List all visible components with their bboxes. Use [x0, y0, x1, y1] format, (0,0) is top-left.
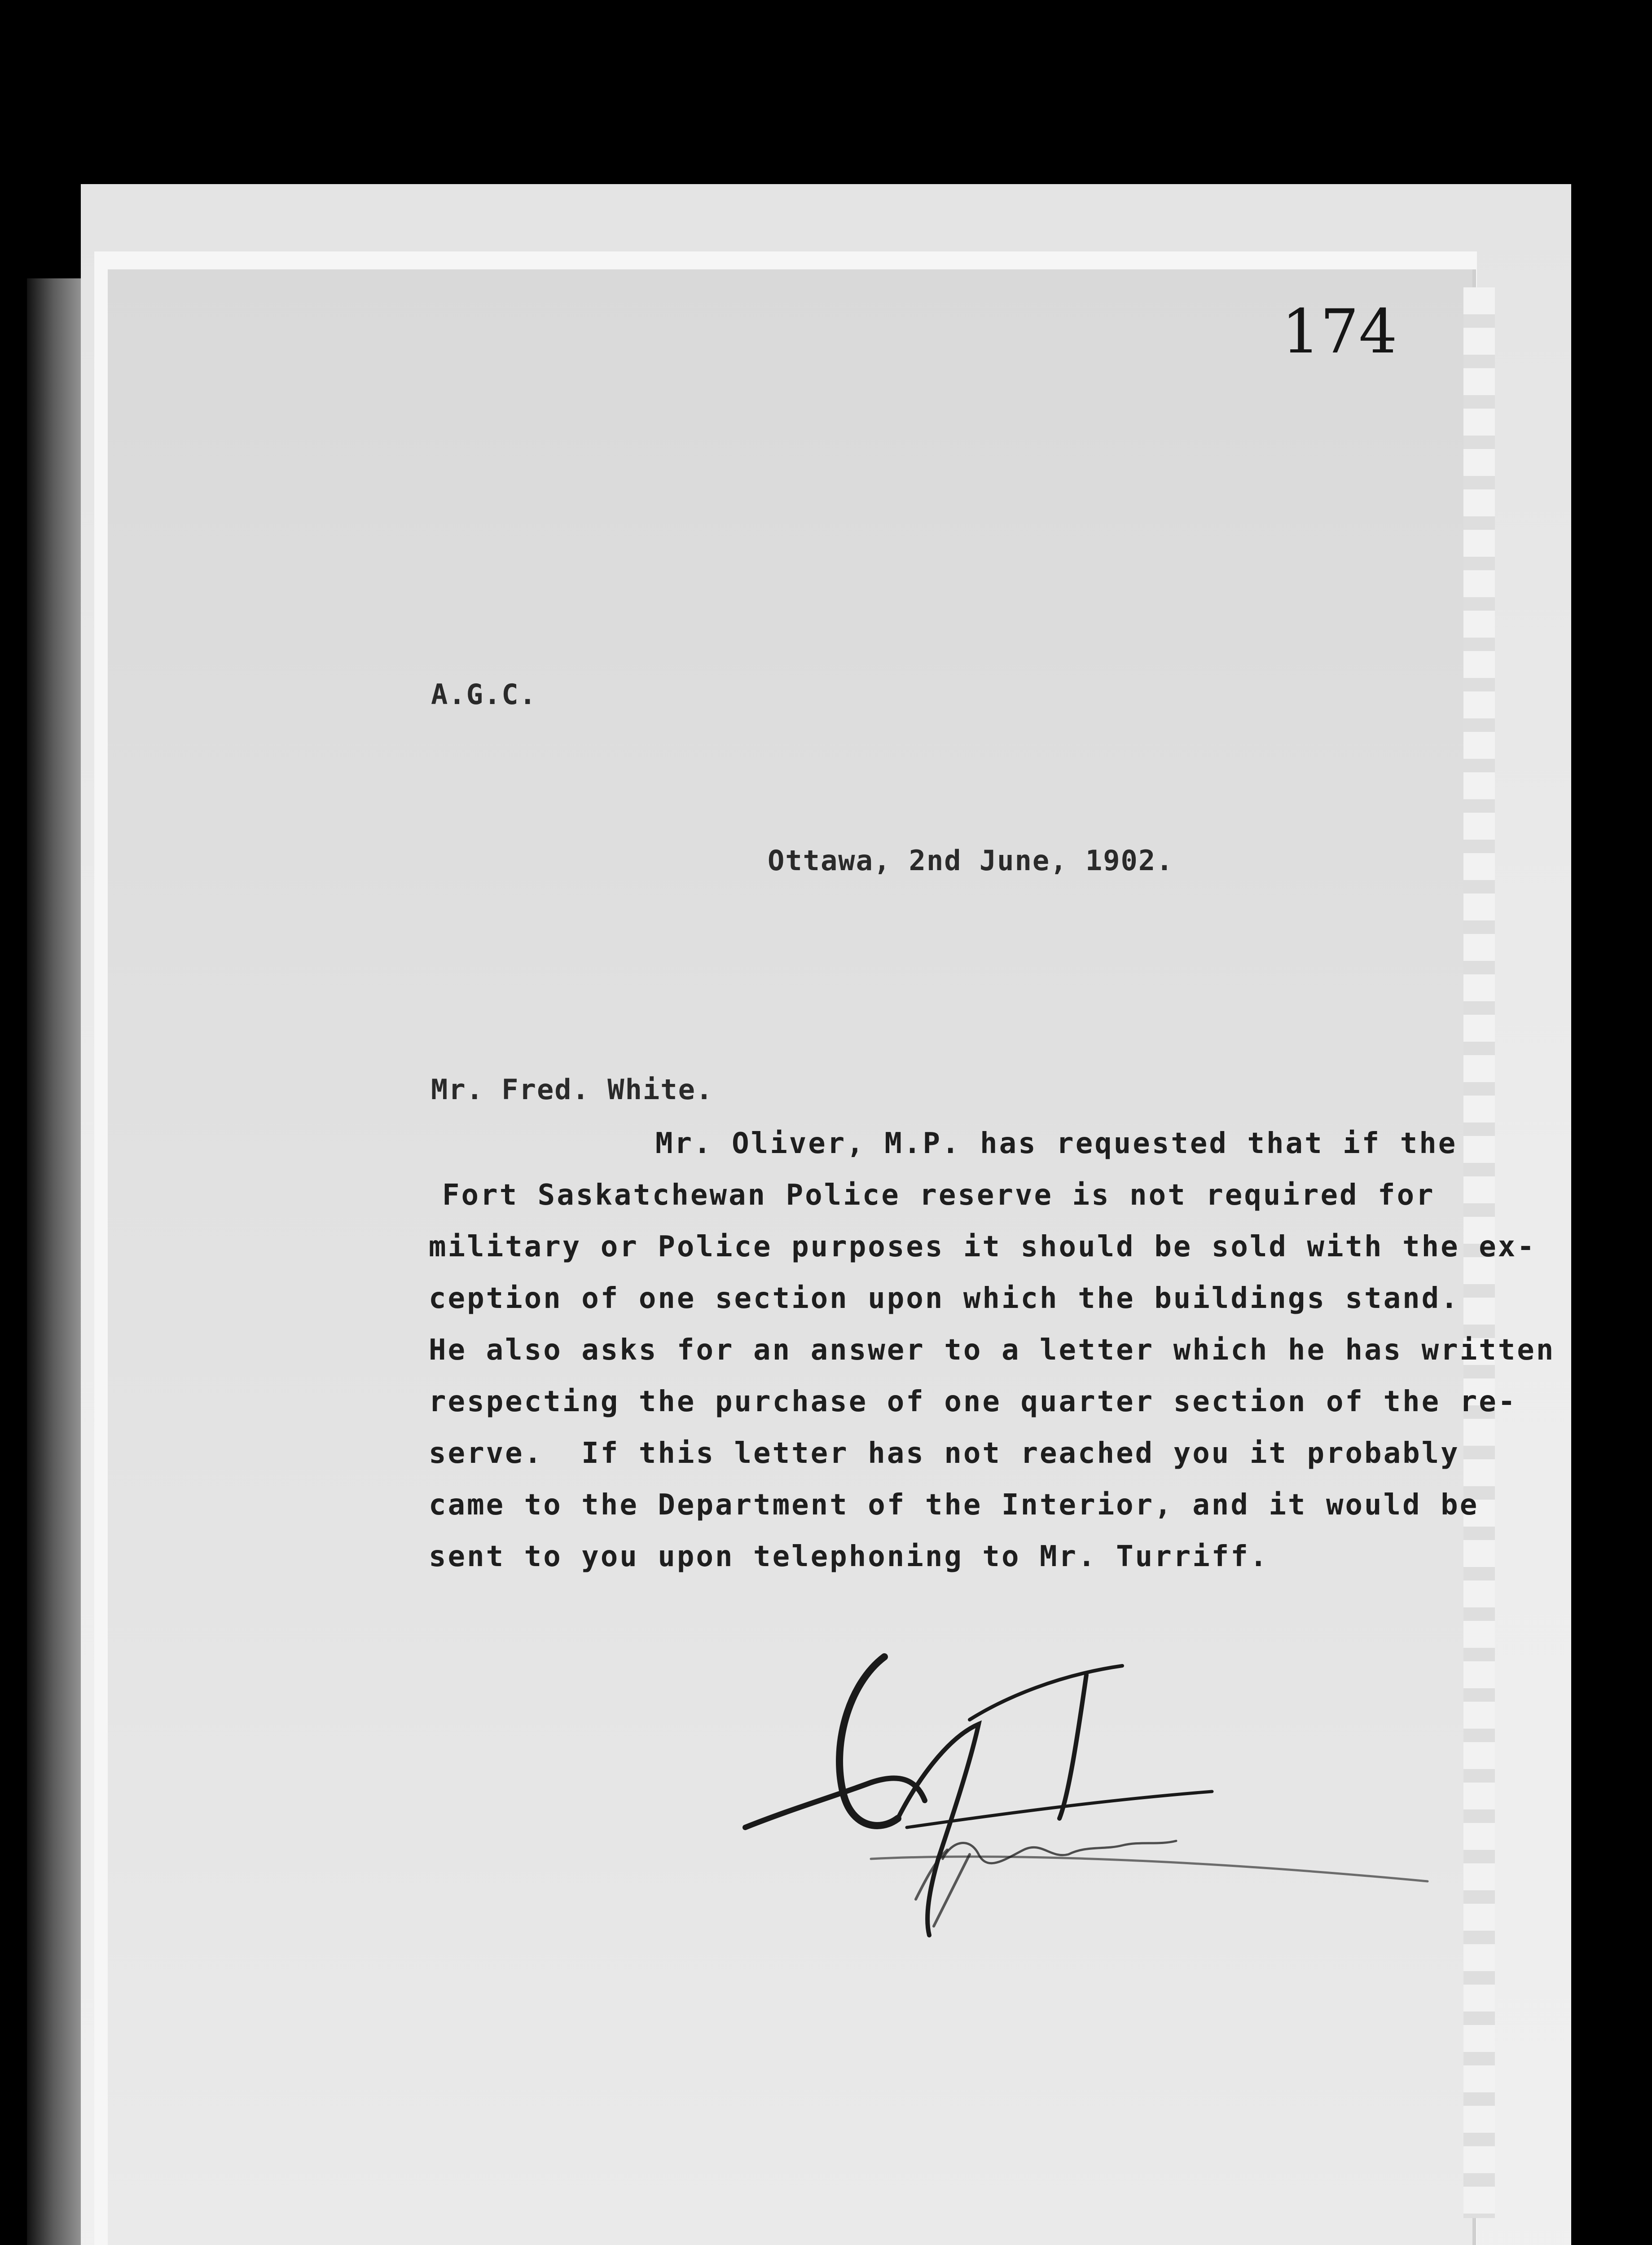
film-edge-shadow	[27, 278, 85, 2245]
body-line: military or Police purposes it should be sold with the ex-	[429, 1230, 1536, 1263]
header-code: A.G.C.	[431, 678, 537, 711]
body-line: He also asks for an answer to a letter which he has written	[429, 1334, 1555, 1367]
handwritten-signature	[736, 1648, 1463, 1971]
signature-drawing	[736, 1648, 1463, 1971]
body-line: serve. If this letter has not reached you it probably	[429, 1437, 1460, 1470]
body-line: Fort Saskatchewan Police reserve is not required for	[442, 1179, 1435, 1212]
body-line: sent to you upon telephoning to Mr. Turriff.	[429, 1540, 1269, 1573]
body-line: ception of one section upon which the buildings stand.	[429, 1282, 1460, 1315]
body-line: Mr. Oliver, M.P. has requested that if the	[655, 1127, 1458, 1160]
page-number: 174	[1282, 296, 1397, 367]
dateline: Ottawa, 2nd June, 1902.	[768, 844, 1174, 877]
salutation: Mr. Fred. White.	[431, 1073, 714, 1106]
body-line: came to the Department of the Interior, and it would be	[429, 1488, 1479, 1522]
body-line: respecting the purchase of one quarter section of the re-	[429, 1385, 1517, 1418]
